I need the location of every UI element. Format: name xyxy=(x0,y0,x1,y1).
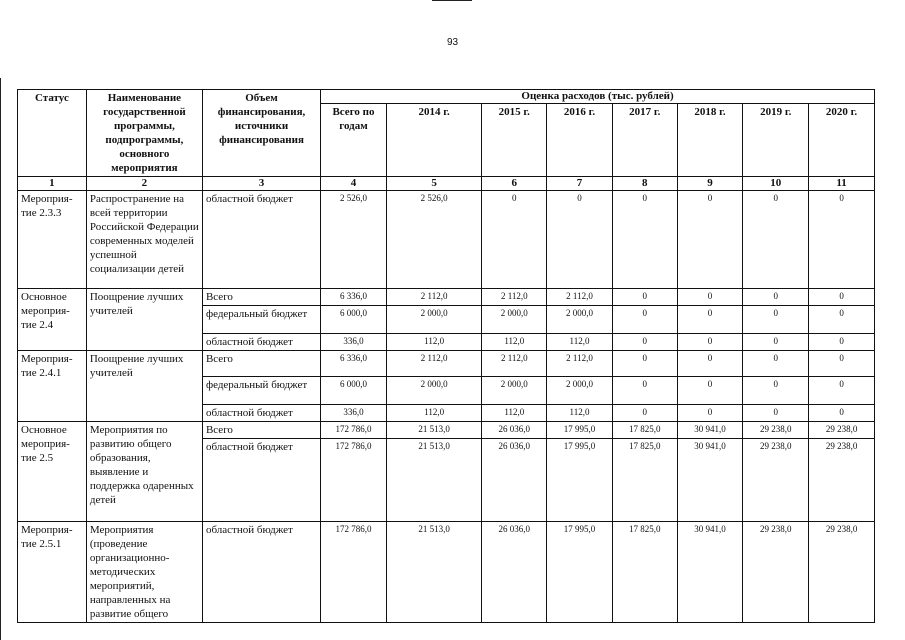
row-source: областной бюджет xyxy=(202,439,320,522)
row-name: Поощрение лучших учителей xyxy=(86,289,202,351)
value-cell: 0 xyxy=(809,351,875,377)
value-cell: 0 xyxy=(743,289,809,306)
value-cell: 29 238,0 xyxy=(743,522,809,623)
column-number: 1 xyxy=(18,177,87,191)
value-cell: 29 238,0 xyxy=(743,422,809,439)
column-number: 5 xyxy=(386,177,482,191)
table-row xyxy=(18,522,875,623)
value-cell: 26 036,0 xyxy=(482,522,547,623)
value-cell: 2 000,0 xyxy=(482,377,547,405)
row-source: Всего xyxy=(202,422,320,439)
value-cell: 2 000,0 xyxy=(386,306,482,334)
value-cell: 0 xyxy=(677,334,743,351)
value-cell: 0 xyxy=(743,334,809,351)
header-costs: Оценка расходов (тыс. рублей) xyxy=(321,90,875,104)
value-cell: 112,0 xyxy=(547,334,613,351)
value-cell: 0 xyxy=(612,351,677,377)
header-year: 2014 г. xyxy=(386,103,482,176)
column-number: 6 xyxy=(482,177,547,191)
value-cell: 30 941,0 xyxy=(677,522,743,623)
value-cell: 112,0 xyxy=(482,334,547,351)
value-cell: 0 xyxy=(612,377,677,405)
value-cell: 17 995,0 xyxy=(547,522,613,623)
value-cell: 112,0 xyxy=(386,405,482,422)
header-year: 2017 г. xyxy=(612,103,677,176)
column-number: 11 xyxy=(809,177,875,191)
value-cell: 2 112,0 xyxy=(482,351,547,377)
value-cell: 30 941,0 xyxy=(677,439,743,522)
value-cell: 0 xyxy=(547,191,613,289)
row-source: областной бюджет xyxy=(202,334,320,351)
value-cell: 26 036,0 xyxy=(482,439,547,522)
value-cell: 26 036,0 xyxy=(482,422,547,439)
table-row xyxy=(18,351,875,377)
row-status: Основное мероприя-тие 2.5 xyxy=(18,422,87,522)
value-cell: 6 000,0 xyxy=(321,306,387,334)
value-cell: 2 000,0 xyxy=(482,306,547,334)
value-cell: 0 xyxy=(743,351,809,377)
budget-table xyxy=(17,89,875,623)
value-cell: 2 112,0 xyxy=(547,289,613,306)
column-number: 9 xyxy=(677,177,743,191)
value-cell: 336,0 xyxy=(321,405,387,422)
value-cell: 6 336,0 xyxy=(321,351,387,377)
value-cell: 0 xyxy=(809,334,875,351)
value-cell: 112,0 xyxy=(386,334,482,351)
value-cell: 0 xyxy=(677,405,743,422)
header-status: Статус xyxy=(18,90,87,177)
table-row xyxy=(18,422,875,439)
value-cell: 21 513,0 xyxy=(386,439,482,522)
column-number: 10 xyxy=(743,177,809,191)
value-cell: 0 xyxy=(612,289,677,306)
value-cell: 2 000,0 xyxy=(386,377,482,405)
value-cell: 17 995,0 xyxy=(547,439,613,522)
column-number: 2 xyxy=(86,177,202,191)
row-name: Мероприятия по развитию общего образования, выявление и поддержка одаренных детей xyxy=(86,422,202,522)
value-cell: 2 112,0 xyxy=(482,289,547,306)
value-cell: 0 xyxy=(743,377,809,405)
value-cell: 6 000,0 xyxy=(321,377,387,405)
row-source: областной бюджет xyxy=(202,405,320,422)
value-cell: 21 513,0 xyxy=(386,422,482,439)
value-cell: 0 xyxy=(743,191,809,289)
table-row xyxy=(18,191,875,289)
row-name: Распространение на всей территории Российской Федерации современных моделей успешной социализации детей xyxy=(86,191,202,289)
value-cell: 172 786,0 xyxy=(321,439,387,522)
value-cell: 29 238,0 xyxy=(743,439,809,522)
value-cell: 0 xyxy=(677,377,743,405)
value-cell: 0 xyxy=(809,191,875,289)
value-cell: 2 112,0 xyxy=(386,289,482,306)
value-cell: 0 xyxy=(612,334,677,351)
row-source: областной бюджет xyxy=(202,191,320,289)
row-source: федеральный бюджет xyxy=(202,377,320,405)
value-cell: 0 xyxy=(743,405,809,422)
value-cell: 0 xyxy=(482,191,547,289)
value-cell: 2 000,0 xyxy=(547,377,613,405)
column-number: 7 xyxy=(547,177,613,191)
value-cell: 2 000,0 xyxy=(547,306,613,334)
value-cell: 0 xyxy=(612,405,677,422)
value-cell: 336,0 xyxy=(321,334,387,351)
value-cell: 30 941,0 xyxy=(677,422,743,439)
value-cell: 2 526,0 xyxy=(386,191,482,289)
value-cell: 17 995,0 xyxy=(547,422,613,439)
row-status: Основное мероприя-тие 2.4 xyxy=(18,289,87,351)
row-source: Всего xyxy=(202,289,320,306)
value-cell: 0 xyxy=(809,289,875,306)
header-year: 2016 г. xyxy=(547,103,613,176)
value-cell: 0 xyxy=(677,351,743,377)
header-name: Наименование государственной программы, подпрограммы, основного мероприятия xyxy=(86,90,202,177)
value-cell: 17 825,0 xyxy=(612,422,677,439)
column-number: 4 xyxy=(321,177,387,191)
row-status: Мероприя-тие 2.5.1 xyxy=(18,522,87,623)
value-cell: 172 786,0 xyxy=(321,422,387,439)
value-cell: 0 xyxy=(612,191,677,289)
row-source: Всего xyxy=(202,351,320,377)
value-cell: 21 513,0 xyxy=(386,522,482,623)
value-cell: 0 xyxy=(809,405,875,422)
top-edge-line xyxy=(432,0,472,1)
row-name: Мероприятия (проведение организационно-методических мероприятий, направленных на развитие общего xyxy=(86,522,202,623)
row-source: областной бюджет xyxy=(202,522,320,623)
header-funding: Объем финансирования, источники финансирования xyxy=(202,90,320,177)
value-cell: 0 xyxy=(612,306,677,334)
value-cell: 17 825,0 xyxy=(612,522,677,623)
row-status: Мероприя-тие 2.4.1 xyxy=(18,351,87,422)
value-cell: 112,0 xyxy=(547,405,613,422)
column-number: 3 xyxy=(202,177,320,191)
row-status: Мероприя-тие 2.3.3 xyxy=(18,191,87,289)
header-year: 2019 г. xyxy=(743,103,809,176)
value-cell: 112,0 xyxy=(482,405,547,422)
value-cell: 2 112,0 xyxy=(547,351,613,377)
row-name: Поощрение лучших учителей xyxy=(86,351,202,422)
left-border-line xyxy=(0,78,1,640)
value-cell: 17 825,0 xyxy=(612,439,677,522)
header-year: 2020 г. xyxy=(809,103,875,176)
column-number: 8 xyxy=(612,177,677,191)
value-cell: 0 xyxy=(677,306,743,334)
value-cell: 2 526,0 xyxy=(321,191,387,289)
value-cell: 0 xyxy=(809,306,875,334)
header-year: 2018 г. xyxy=(677,103,743,176)
header-total: Всего по годам xyxy=(321,103,387,176)
value-cell: 172 786,0 xyxy=(321,522,387,623)
value-cell: 29 238,0 xyxy=(809,439,875,522)
value-cell: 0 xyxy=(743,306,809,334)
row-source: федеральный бюджет xyxy=(202,306,320,334)
table-row xyxy=(18,289,875,306)
value-cell: 29 238,0 xyxy=(809,422,875,439)
header-year: 2015 г. xyxy=(482,103,547,176)
value-cell: 0 xyxy=(809,377,875,405)
value-cell: 6 336,0 xyxy=(321,289,387,306)
page-number: 93 xyxy=(446,37,459,48)
value-cell: 0 xyxy=(677,289,743,306)
value-cell: 29 238,0 xyxy=(809,522,875,623)
value-cell: 2 112,0 xyxy=(386,351,482,377)
value-cell: 0 xyxy=(677,191,743,289)
